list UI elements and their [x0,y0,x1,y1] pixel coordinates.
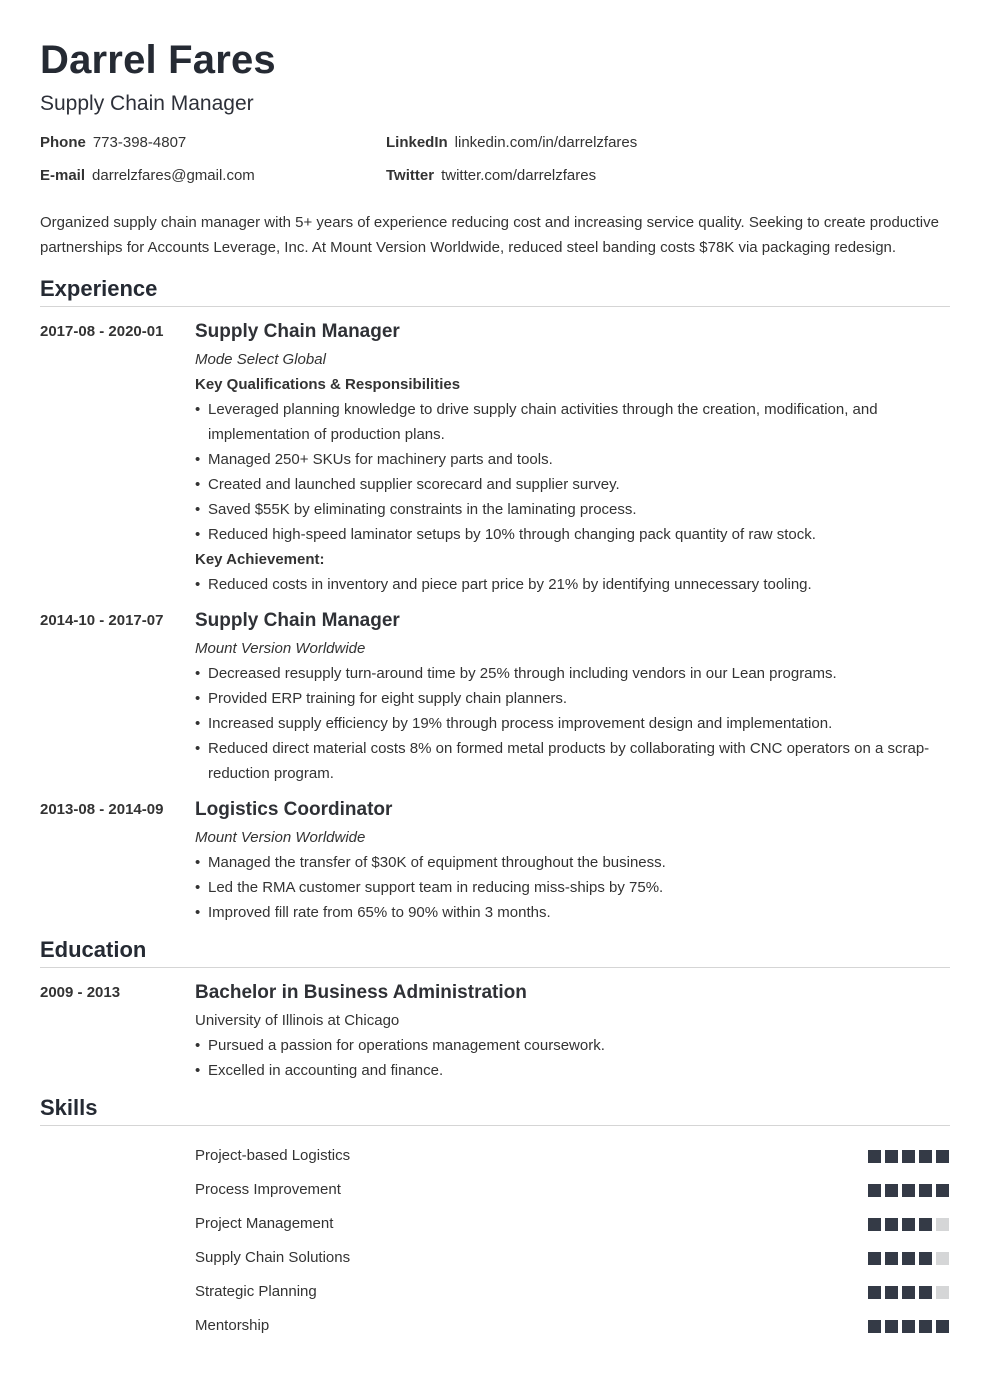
skill-level-meter [868,1184,949,1197]
contact-info [40,133,950,199]
skill-level-filled-icon [902,1286,915,1299]
bullet-list [195,661,950,786]
skill-level-filled-icon [885,1150,898,1163]
entry-dates: 2009 - 2013 [40,984,121,1001]
job-title: Supply Chain Manager [195,321,400,342]
skill-level-filled-icon [902,1320,915,1333]
experience-list [40,319,950,925]
experience-entry [40,797,950,925]
entry-body [195,797,950,925]
bullet-item: • Decreased resupply turn-around time by 25% through including vendors in our Lean programs. [195,661,950,686]
skill-level-empty-icon [936,1286,949,1299]
bullet-item: • Leveraged planning knowledge to drive supply chain activities through the creation, modification, and implementation of production plans. [195,397,950,447]
bullet-item: • Created and launched supplier scorecard and supplier survey. [195,472,950,497]
skill-level-filled-icon [885,1252,898,1265]
skill-level-filled-icon [919,1252,932,1265]
company-name: Mount Version Worldwide [195,829,366,846]
skill-name: Strategic Planning [195,1283,317,1300]
skill-name: Supply Chain Solutions [195,1249,351,1266]
skill-level-filled-icon [885,1320,898,1333]
skill-level-meter [868,1252,949,1265]
skill-level-filled-icon [919,1286,932,1299]
skill-level-filled-icon [919,1218,932,1231]
skill-level-filled-icon [885,1218,898,1231]
skill-level-filled-icon [936,1150,949,1163]
skill-level-filled-icon [885,1286,898,1299]
skill-level-filled-icon [919,1184,932,1197]
skill-row [40,1275,950,1309]
bullet-item: • Managed 250+ SKUs for machinery parts and tools. [195,447,950,472]
job-title: Supply Chain Manager [195,610,400,631]
bullet-item: • Managed the transfer of $30K of equipment throughout the business. [195,850,950,875]
contact-value[interactable]: darrelzfares@gmail.com [92,167,255,184]
experience-entry [40,608,950,786]
bullet-item: • Excelled in accounting and finance. [195,1058,950,1083]
skill-level-filled-icon [868,1252,881,1265]
company-name: Mode Select Global [195,351,326,368]
skill-level-filled-icon [868,1150,881,1163]
company-name: Mount Version Worldwide [195,640,366,657]
section-title-experience: Experience [40,275,950,307]
entry-body [195,608,950,786]
contact-value[interactable]: twitter.com/darrelzfares [441,167,597,184]
bullet-item: • Improved fill rate from 65% to 90% within 3 months. [195,900,950,925]
skill-level-filled-icon [902,1150,915,1163]
bullet-item: • Increased supply efficiency by 19% through process improvement design and implementation. [195,711,950,736]
degree-title: Bachelor in Business Administration [195,982,527,1003]
bullet-list [195,397,950,547]
skill-level-filled-icon [868,1218,881,1231]
skill-level-filled-icon [885,1184,898,1197]
skill-level-filled-icon [868,1184,881,1197]
profile-summary: Organized supply chain manager with 5+ years of experience reducing cost and increasing service quality. Seeking to create productive partnerships for Accounts Leverage, Inc. At Mount Version Worldwide, reduced steel banding costs $78K via packaging redesign. [40,214,939,256]
experience-entry [40,319,950,597]
skill-row [40,1139,950,1173]
entry-dates: 2013-08 - 2014-09 [40,801,164,818]
candidate-headline: Supply Chain Manager [40,92,254,115]
skill-level-filled-icon [919,1150,932,1163]
skill-level-meter [868,1218,949,1231]
skill-name: Project-based Logistics [195,1147,351,1164]
contact-label: E-mail [40,167,86,184]
skill-level-filled-icon [902,1218,915,1231]
section-title-education: Education [40,936,950,968]
skill-level-filled-icon [919,1320,932,1333]
section-title-skills: Skills [40,1094,950,1126]
education-entry [40,980,950,1083]
entry-body [195,980,950,1083]
entry-dates: 2014-10 - 2017-07 [40,612,164,629]
contact-label: LinkedIn [386,134,448,151]
contact-phone [40,133,386,166]
skills-list [40,1139,950,1343]
skill-name: Project Management [195,1215,334,1232]
skill-level-empty-icon [936,1252,949,1265]
contact-label: Phone [40,134,86,151]
bullet-item: • Saved $55K by eliminating constraints in the laminating process. [195,497,950,522]
job-title: Logistics Coordinator [195,799,393,820]
bullet-item: • Reduced direct material costs 8% on formed metal products by collaborating with CNC operators on a scrap-reduction program. [195,736,950,786]
skill-name: Process Improvement [195,1181,341,1198]
entry-dates: 2017-08 - 2020-01 [40,323,164,340]
contact-twitter [386,166,950,199]
contact-linkedin [386,133,950,166]
contact-email [40,166,386,199]
contact-value[interactable]: linkedin.com/in/darrelzfares [454,134,638,151]
skill-level-filled-icon [936,1320,949,1333]
skill-row [40,1241,950,1275]
bullet-item: • Reduced costs in inventory and piece part price by 21% by identifying unnecessary tooling. [195,572,950,597]
bullet-list [195,572,950,597]
skill-level-meter [868,1286,949,1299]
skill-level-empty-icon [936,1218,949,1231]
skill-row [40,1173,950,1207]
education-list [40,980,950,1083]
skill-level-filled-icon [868,1320,881,1333]
contact-value: 773-398-4807 [92,134,187,151]
skill-row [40,1309,950,1343]
skill-level-filled-icon [902,1184,915,1197]
bullet-item: • Reduced high-speed laminator setups by 10% through changing pack quantity of raw stock. [195,522,950,547]
skill-level-filled-icon [936,1184,949,1197]
bullet-item: • Pursued a passion for operations management coursework. [195,1033,950,1058]
bullet-list [195,850,950,925]
subheading: Key Qualifications & Responsibilities [195,376,461,393]
candidate-name: Darrel Fares [40,38,276,82]
bullet-item: • Provided ERP training for eight supply chain planners. [195,686,950,711]
skill-level-meter [868,1150,949,1163]
contact-label: Twitter [386,167,435,184]
skill-level-filled-icon [902,1252,915,1265]
school-name: University of Illinois at Chicago [195,1012,400,1029]
skill-level-meter [868,1320,949,1333]
entry-body [195,319,950,597]
skill-row [40,1207,950,1241]
skill-name: Mentorship [195,1317,270,1334]
skill-level-filled-icon [868,1286,881,1299]
subheading: Key Achievement: [195,551,325,568]
bullet-list [195,1033,950,1083]
bullet-item: • Led the RMA customer support team in reducing miss-ships by 75%. [195,875,950,900]
